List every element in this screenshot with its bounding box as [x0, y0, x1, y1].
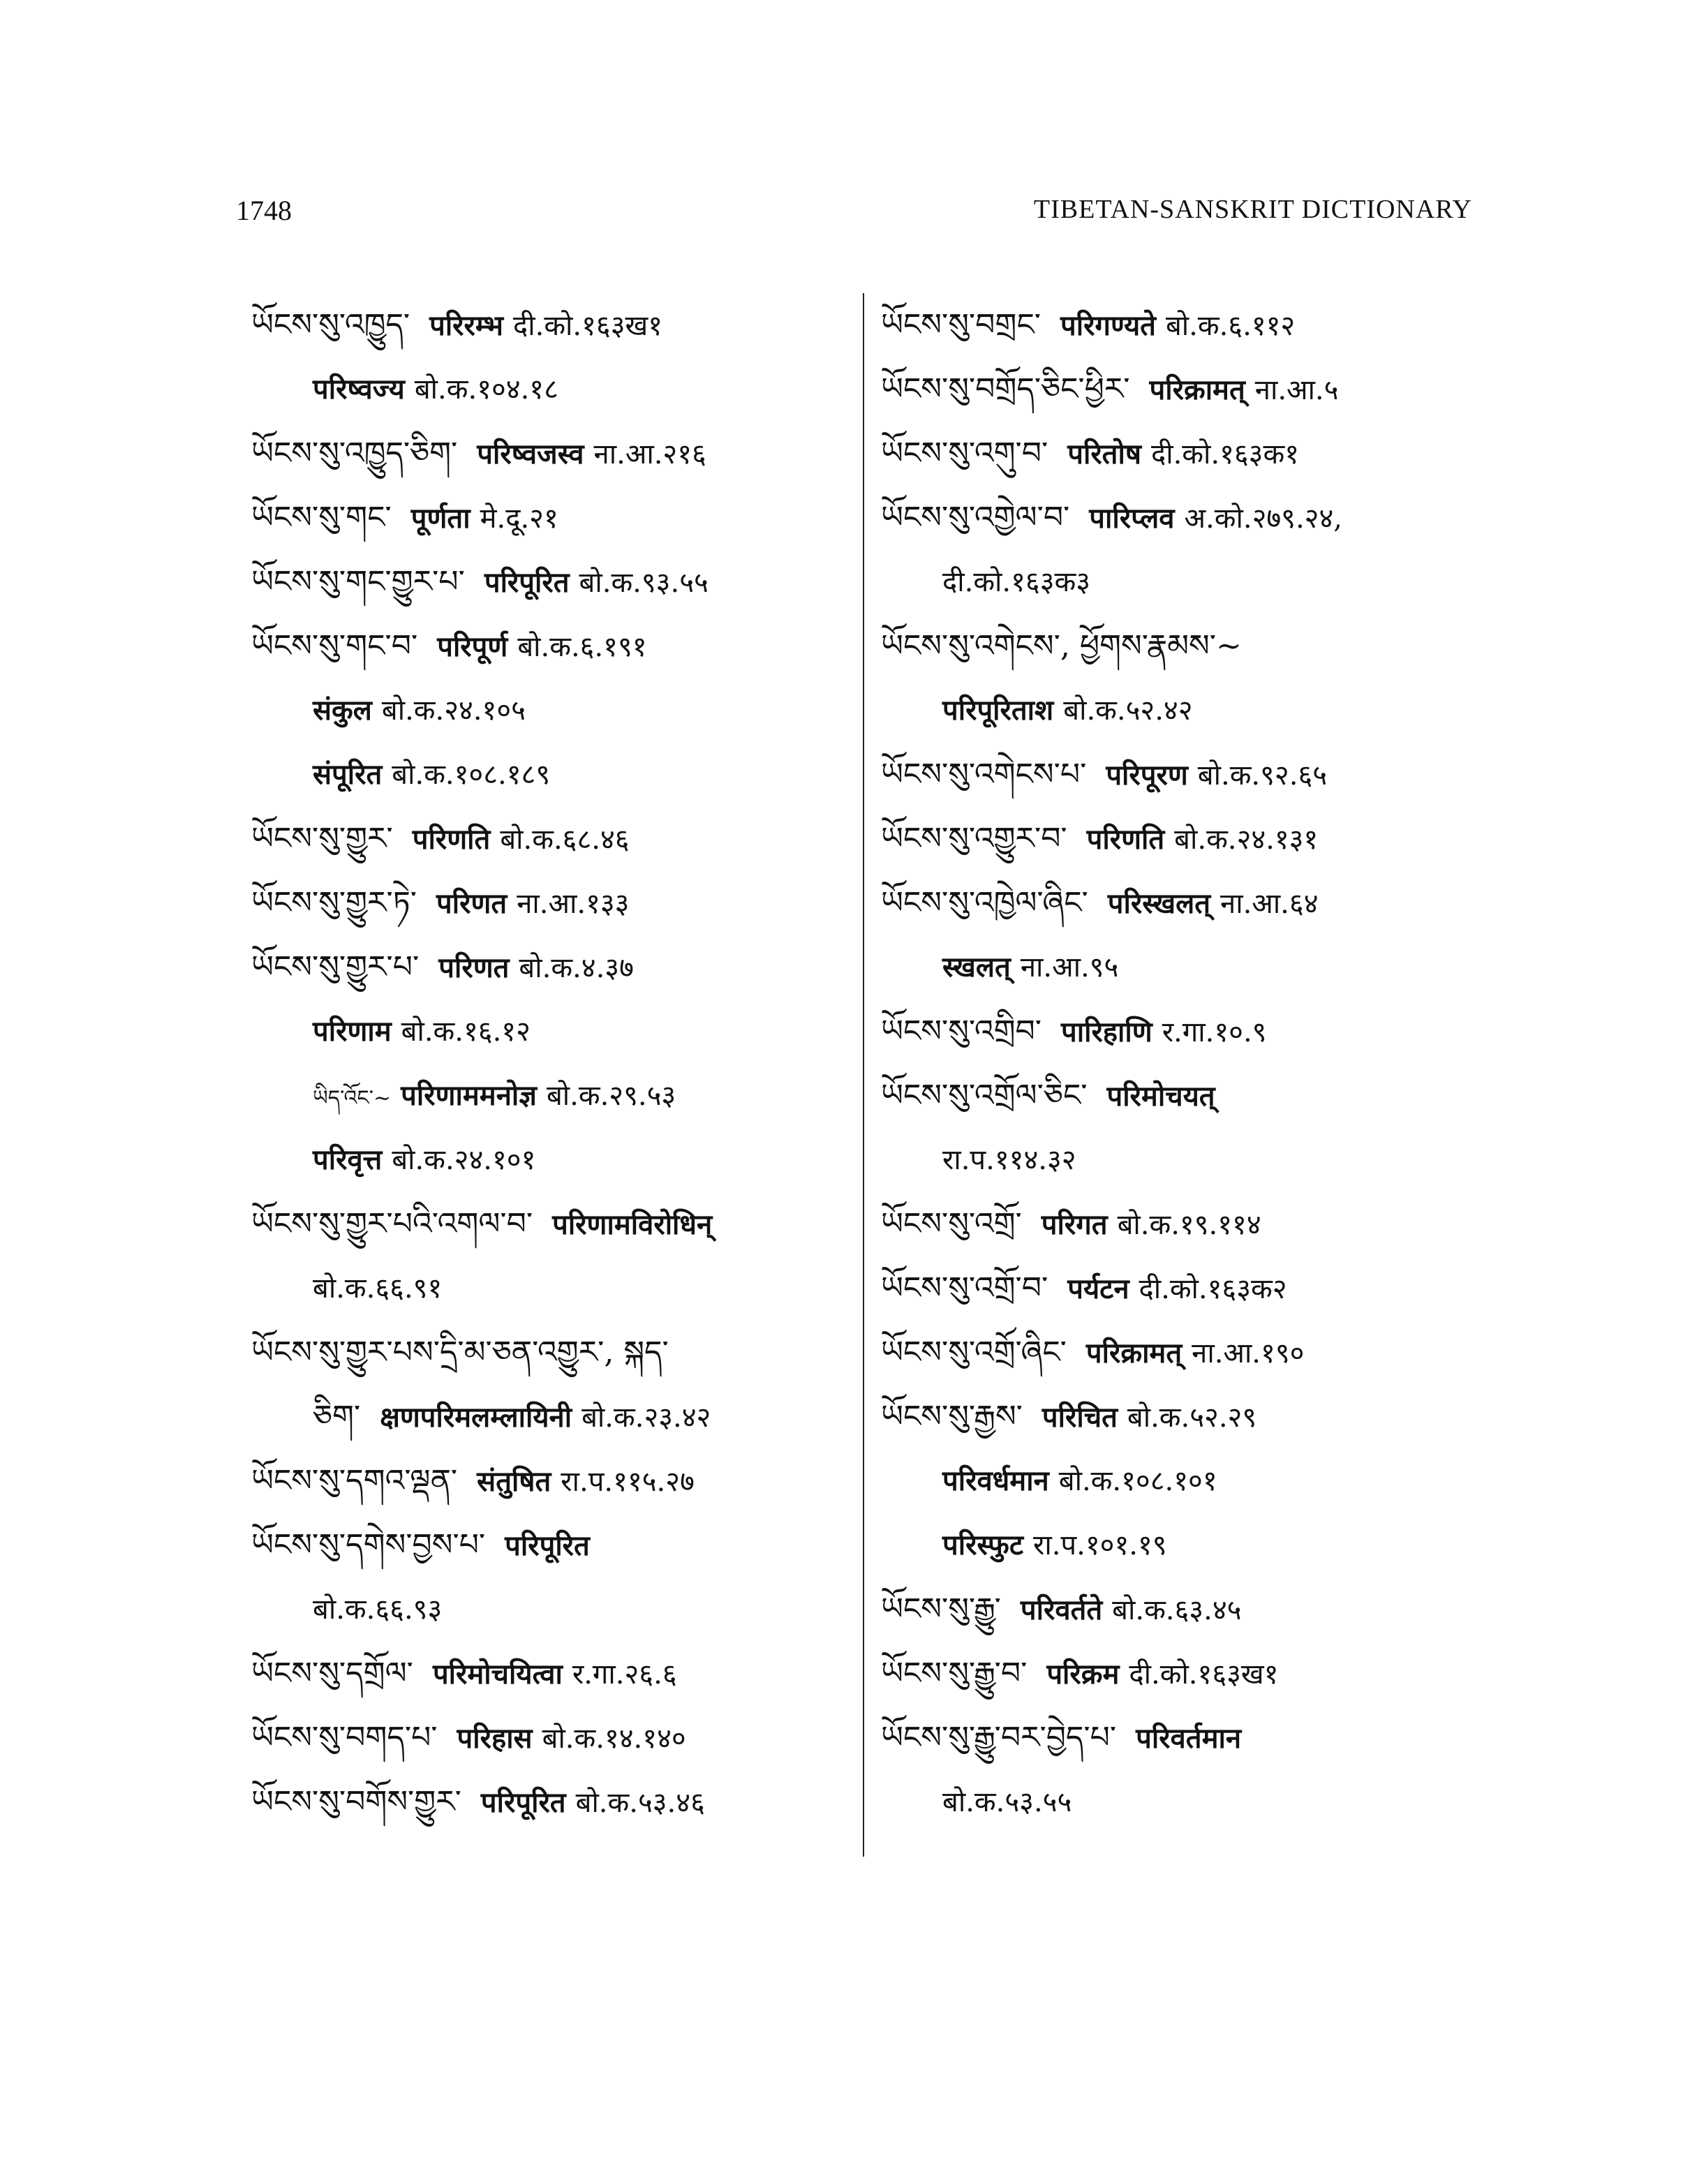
- source-reference: मे.दू.२१: [480, 503, 558, 535]
- sanskrit-equivalent: परिस्फुट: [942, 1529, 1023, 1561]
- dictionary-line: [881, 1256, 1509, 1321]
- source-reference: बो.क.५३.४६: [575, 1787, 705, 1819]
- source-reference: बो.क.२४.१३१: [1174, 824, 1319, 856]
- sanskrit-equivalent: परिष्वजस्व: [477, 438, 584, 470]
- tibetan-headword: ཡོངས་སུ་འགྲོལ་ཅིང་: [881, 1078, 1088, 1113]
- dictionary-line: [251, 1321, 866, 1385]
- dictionary-line: [881, 1192, 1509, 1256]
- dictionary-line: [251, 550, 866, 614]
- source-reference: बो.क.६६.९३: [313, 1594, 443, 1626]
- dictionary-line: [881, 422, 1509, 486]
- dictionary-line: [251, 678, 866, 743]
- sanskrit-equivalent: संकुल: [313, 694, 372, 727]
- source-reference: बो.क.६३.४५: [1112, 1594, 1242, 1626]
- dictionary-line: [881, 1449, 1509, 1513]
- source-reference: रा.प.१०१.१९: [1033, 1529, 1167, 1561]
- sanskrit-equivalent: परिणाम: [313, 1015, 392, 1048]
- sanskrit-equivalent: परिपूरित: [484, 566, 570, 599]
- tibetan-headword: ཡོངས་སུ་གྱུར་: [251, 821, 393, 856]
- tibetan-headword: ཡོངས་སུ་རྒྱུ་: [881, 1591, 1001, 1627]
- dictionary-line: [251, 1385, 866, 1449]
- sanskrit-equivalent: परिपूरित: [480, 1786, 566, 1819]
- source-reference: ना.आ.५: [1254, 374, 1339, 406]
- sanskrit-equivalent: परिणति: [412, 823, 491, 856]
- source-reference: बो.क.४.३७: [519, 952, 634, 984]
- source-reference: रा.प.११४.३२: [942, 1144, 1076, 1176]
- right-column: [881, 293, 1509, 1834]
- dictionary-line: [251, 807, 866, 871]
- dictionary-line: [251, 1706, 866, 1770]
- dictionary-line: [251, 486, 866, 550]
- sanskrit-equivalent: परिपूरिताश: [942, 694, 1054, 727]
- dictionary-line: [251, 935, 866, 1000]
- tibetan-headword: ཡོངས་སུ་བགྲང་: [881, 307, 1041, 343]
- dictionary-line: [251, 1577, 866, 1642]
- tibetan-headword: ཡོངས་སུ་གྱུར་པ་: [251, 949, 420, 985]
- tibetan-headword: ཡོངས་སུ་གྱུར་པས་དྲི་མ་ཅན་འགྱུར་, སྐད་: [251, 1335, 669, 1370]
- dictionary-line: [881, 678, 1509, 743]
- sanskrit-equivalent: क्षणपरिमलम्लायिनी: [380, 1401, 572, 1434]
- dictionary-line: [251, 1513, 866, 1577]
- tibetan-headword: ཡོངས་སུ་གང་གྱུར་པ་: [251, 564, 465, 600]
- running-head: TIBETAN-SANSKRIT DICTIONARY: [1033, 195, 1472, 224]
- dictionary-line: [881, 1642, 1509, 1706]
- sanskrit-equivalent: परितोष: [1067, 438, 1141, 470]
- source-reference: बो.क.६८.४६: [500, 824, 630, 856]
- sanskrit-equivalent: पारिप्लव: [1089, 502, 1175, 535]
- tibetan-headword: ཡོངས་སུ་འགྲོ་བ་: [881, 1270, 1048, 1306]
- sanskrit-equivalent: संतुषित: [477, 1465, 551, 1498]
- dictionary-line: [881, 1513, 1509, 1577]
- source-reference: ना.आ.२१६: [593, 438, 706, 470]
- sanskrit-equivalent: परिहास: [457, 1722, 533, 1755]
- source-reference: बो.क.९२.६५: [1197, 759, 1328, 792]
- tibetan-headword: ཡོངས་སུ་དགའ་ལྡན་: [251, 1463, 458, 1499]
- source-reference: बो.क.२३.४२: [581, 1402, 711, 1434]
- source-reference: बो.क.१०८.१८९: [392, 759, 551, 791]
- source-reference: बो.क.१४.१४०: [542, 1723, 686, 1755]
- source-reference: दी.को.१६३क२: [1139, 1273, 1287, 1305]
- sanskrit-equivalent: परिक्रामत्: [1149, 373, 1245, 406]
- dictionary-line: [251, 422, 866, 486]
- tibetan-headword: ཡོངས་སུ་བགད་པ་: [251, 1720, 438, 1755]
- tibetan-headword: ཡོངས་སུ་འགྱུར་བ་: [881, 821, 1067, 856]
- tibetan-headword: ཡོངས་སུ་དགྲོལ་: [251, 1656, 413, 1691]
- dictionary-line: [251, 1770, 866, 1834]
- dictionary-line: [881, 1128, 1509, 1192]
- sanskrit-equivalent: पारिहाणि: [1061, 1016, 1152, 1048]
- sanskrit-equivalent: परिक्रम: [1046, 1658, 1120, 1691]
- dictionary-line: [251, 743, 866, 807]
- source-reference: बो.क.५३.५५: [942, 1786, 1072, 1818]
- sanskrit-equivalent: परिगण्यते: [1060, 309, 1156, 342]
- dictionary-line: [251, 614, 866, 678]
- source-reference: बो.क.६६.९१: [313, 1272, 443, 1305]
- dictionary-line: [881, 1321, 1509, 1385]
- tibetan-headword: ཡོངས་སུ་རྒྱས་: [881, 1399, 1023, 1434]
- dictionary-line: [881, 871, 1509, 935]
- sanskrit-equivalent: परिवर्धमान: [942, 1464, 1049, 1497]
- dictionary-line: [251, 1192, 866, 1256]
- source-reference: बो.क.९३.५५: [579, 567, 709, 599]
- tibetan-headword: ཡོངས་སུ་བགྲོད་ཅིང་ཕྱིར་: [881, 371, 1130, 407]
- source-reference: अ.को.२७९.२४,: [1184, 503, 1342, 535]
- source-reference: बो.क.१०८.१०१: [1058, 1465, 1217, 1497]
- source-reference: दी.को.१६३ख१: [513, 310, 663, 342]
- dictionary-line: [881, 1385, 1509, 1449]
- dictionary-line: [881, 935, 1509, 1000]
- left-column: [251, 293, 866, 1834]
- tibetan-headword: ཡོངས་སུ་གྱུར་པའི་འགལ་བ་: [251, 1206, 533, 1242]
- source-reference: बो.क.५२.४२: [1063, 694, 1193, 727]
- sanskrit-equivalent: परिपूरित: [505, 1529, 590, 1562]
- sanskrit-equivalent: परिष्वज्य: [313, 373, 405, 406]
- tibetan-headword: ཡོངས་སུ་འགེངས་པ་: [881, 757, 1087, 792]
- sanskrit-equivalent: स्खलत्: [942, 951, 1011, 983]
- source-reference: बो.क.२४.१०१: [392, 1144, 536, 1176]
- sanskrit-equivalent: पर्यटन: [1067, 1272, 1129, 1305]
- tibetan-headword: ཡོངས་སུ་འགྱེལ་བ་: [881, 500, 1070, 535]
- tibetan-headword: ཡོངས་སུ་གང་བ་: [251, 628, 418, 664]
- source-reference: बो.क.१०४.१८: [414, 373, 558, 406]
- sanskrit-equivalent: परिणत: [436, 887, 507, 920]
- sanskrit-equivalent: परिवर्तमान: [1136, 1722, 1242, 1755]
- source-reference: दी.को.१६३क३: [942, 566, 1091, 598]
- source-reference: बो.क.६.१९१: [517, 631, 647, 663]
- tibetan-headword: ཡོངས་སུ་རྒྱུ་བར་བྱེད་པ་: [881, 1720, 1117, 1755]
- dictionary-line: [251, 871, 866, 935]
- dictionary-line: [881, 1706, 1509, 1770]
- sanskrit-equivalent: परिवृत्त: [313, 1143, 383, 1176]
- tibetan-headword: ཡོངས་སུ་འགུ་བ་: [881, 436, 1048, 471]
- sanskrit-equivalent: परिचित: [1042, 1401, 1118, 1434]
- tibetan-headword: ཅིག་: [313, 1399, 361, 1434]
- sanskrit-equivalent: परिणत: [438, 951, 510, 984]
- source-reference: र.गा.२६.६: [572, 1658, 677, 1691]
- sanskrit-equivalent: परिस्खलत्: [1107, 887, 1211, 920]
- dictionary-line: [881, 293, 1509, 357]
- tibetan-headword: ཡོངས་སུ་འགྲོ་ཞིང་: [881, 1335, 1067, 1370]
- tibetan-headword: ཡོངས་སུ་དགེས་བྱས་པ་: [251, 1527, 486, 1563]
- tibetan-headword: ཡོངས་སུ་འཁྱུད་ཅིག་: [251, 436, 458, 471]
- sanskrit-equivalent: परिणाममनोज्ञ: [401, 1079, 537, 1112]
- sanskrit-equivalent: परिवर्तते: [1020, 1594, 1103, 1626]
- sanskrit-equivalent: संपूरित: [313, 758, 383, 791]
- column-divider: [863, 293, 864, 1857]
- tibetan-headword: ཡོངས་སུ་གང་: [251, 500, 392, 535]
- dictionary-line: [881, 807, 1509, 871]
- source-reference: ना.आ.१३३: [517, 888, 630, 920]
- dictionary-line: [881, 614, 1509, 678]
- sanskrit-equivalent: परिपूर्ण: [437, 630, 508, 663]
- source-reference: बो.क.२४.१०५: [381, 694, 526, 727]
- source-reference: ना.आ.९५: [1020, 951, 1119, 983]
- tibetan-headword: ཡོངས་སུ་འགེངས་, ཕྱོགས་རྣམས་~: [881, 628, 1242, 664]
- dictionary-line: [251, 293, 866, 357]
- sanskrit-equivalent: परिरम्भ: [429, 309, 504, 342]
- sanskrit-equivalent: परिगत: [1041, 1208, 1108, 1241]
- dictionary-line: [881, 1577, 1509, 1642]
- source-reference: बो.क.१९.११४: [1117, 1209, 1261, 1241]
- sanskrit-equivalent: परिक्रामत्: [1085, 1337, 1183, 1369]
- sanskrit-equivalent: परिणामविरोधिन्: [552, 1208, 713, 1241]
- source-reference: रा.प.११५.२७: [561, 1466, 695, 1498]
- tibetan-prefix: ཡིད་འོང་~: [313, 1086, 392, 1110]
- sanskrit-equivalent: परिमोचयत्: [1106, 1080, 1215, 1113]
- source-reference: र.गा.१०.९: [1162, 1016, 1267, 1048]
- tibetan-headword: ཡོངས་སུ་བགོས་གྱུར་: [251, 1784, 461, 1820]
- tibetan-headword: ཡོངས་སུ་གྱུར་ཏེ་: [251, 885, 417, 921]
- dictionary-line: [881, 550, 1509, 614]
- dictionary-line: [251, 1000, 866, 1064]
- dictionary-line: [251, 1128, 866, 1192]
- source-reference: बो.क.५२.२९: [1127, 1402, 1257, 1434]
- tibetan-headword: ཡོངས་སུ་རྒྱུ་བ་: [881, 1656, 1028, 1691]
- sanskrit-equivalent: परिणति: [1086, 823, 1165, 856]
- dictionary-line: [881, 1064, 1509, 1128]
- page-number: 1748: [236, 195, 292, 226]
- source-reference: ना.आ.१९०: [1192, 1337, 1305, 1369]
- dictionary-line: [251, 1064, 866, 1128]
- source-reference: ना.आ.६४: [1220, 888, 1319, 920]
- sanskrit-equivalent: परिपूरण: [1106, 759, 1188, 792]
- source-reference: दी.को.१६३ख१: [1129, 1658, 1279, 1691]
- dictionary-line: [881, 486, 1509, 550]
- source-reference: दी.को.१६३क१: [1150, 438, 1299, 470]
- source-reference: बो.क.२९.५३: [546, 1080, 676, 1112]
- tibetan-headword: ཡོངས་སུ་འགྲིབ་: [881, 1013, 1042, 1049]
- dictionary-line: [251, 357, 866, 422]
- dictionary-line: [881, 357, 1509, 422]
- tibetan-headword: ཡོངས་སུ་འཁྱུད་: [251, 307, 410, 343]
- dictionary-line: [251, 1256, 866, 1321]
- dictionary-line: [881, 743, 1509, 807]
- sanskrit-equivalent: परिमोचयित्वा: [432, 1658, 563, 1691]
- dictionary-line: [881, 1770, 1509, 1834]
- tibetan-headword: ཡོངས་སུ་འཁྱེལ་ཞིང་: [881, 885, 1088, 921]
- dictionary-line: [251, 1449, 866, 1513]
- sanskrit-equivalent: पूर्णता: [410, 502, 470, 535]
- source-reference: बो.क.६.११२: [1165, 310, 1296, 342]
- dictionary-line: [251, 1642, 866, 1706]
- tibetan-headword: ཡོངས་སུ་འགྲོ་: [881, 1206, 1022, 1242]
- source-reference: बो.क.१६.१२: [401, 1016, 531, 1048]
- dictionary-line: [881, 1000, 1509, 1064]
